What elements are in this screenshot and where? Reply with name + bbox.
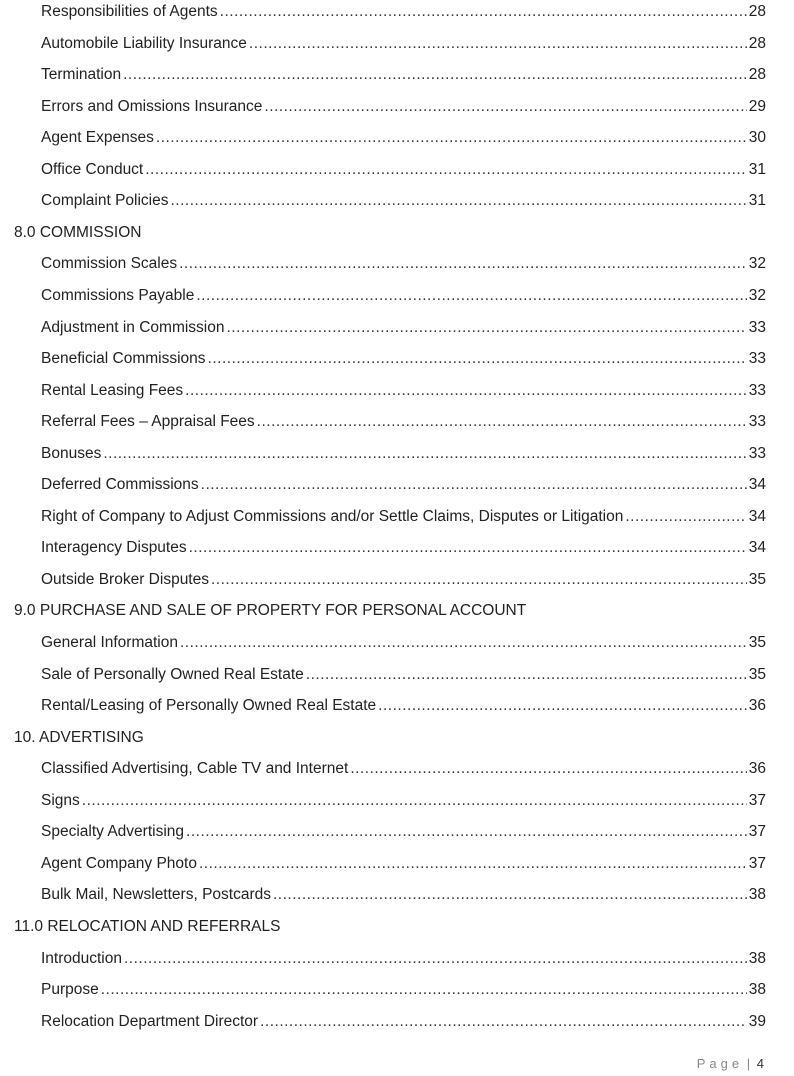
toc-dot-leader	[257, 412, 747, 432]
toc-entry-label: Office Conduct	[41, 160, 144, 178]
toc-entry-label: Commission Scales	[41, 255, 178, 273]
toc-entry-label: Sale of Personally Owned Real Estate	[41, 665, 304, 683]
toc-entry-page-number: 38	[748, 886, 766, 904]
toc-entry[interactable]	[41, 534, 766, 558]
toc-entry-label: Rental Leasing Fees	[41, 381, 184, 399]
toc-entry-page-number: 30	[748, 129, 766, 147]
toc-entry-label: Termination	[41, 66, 122, 84]
toc-entry-label: Classified Advertising, Cable TV and Internet	[41, 760, 349, 778]
toc-entry-page-number: 28	[748, 3, 766, 20]
toc-entry-page-number: 33	[748, 350, 766, 368]
toc-entry[interactable]	[41, 124, 766, 148]
toc-section-heading[interactable]	[14, 219, 774, 243]
toc-entry-label: Bonuses	[41, 444, 102, 462]
toc-entry-page-number: 37	[748, 854, 766, 872]
toc-dot-leader	[196, 286, 746, 306]
toc-entry[interactable]	[41, 661, 766, 685]
toc-dot-leader	[186, 822, 747, 842]
toc-dot-leader	[249, 34, 747, 54]
toc-entry-label: Agent Company Photo	[41, 854, 197, 872]
toc-entry[interactable]	[41, 93, 766, 117]
toc-section-heading[interactable]	[14, 724, 774, 748]
toc-entry-label: Commissions Payable	[41, 286, 195, 304]
toc-entry-page-number: 32	[748, 286, 766, 304]
toc-entry-label: Outside Broker Disputes	[41, 570, 209, 588]
toc-entry-page-number: 33	[748, 413, 766, 431]
toc-entry-label: Automobile Liability Insurance	[41, 34, 247, 52]
toc-entry-page-number: 34	[748, 539, 766, 557]
toc-entry[interactable]	[41, 1008, 766, 1032]
toc-dot-leader	[199, 854, 747, 874]
toc-entry[interactable]	[41, 787, 766, 811]
toc-dot-leader	[185, 381, 747, 401]
toc-entry[interactable]	[41, 314, 766, 338]
toc-entry-label: Responsibilities of Agents	[41, 3, 218, 20]
toc-entry[interactable]	[41, 881, 766, 905]
toc-entry-label: Specialty Advertising	[41, 823, 185, 841]
toc-entry-page-number: 28	[748, 66, 766, 84]
toc-entry-label: Signs	[41, 791, 80, 809]
toc-dot-leader	[211, 570, 747, 590]
toc-dot-leader	[226, 318, 746, 338]
toc-entry-page-number: 38	[748, 981, 766, 999]
toc-entry-page-number: 39	[748, 1012, 766, 1030]
toc-entry-label: Rental/Leasing of Personally Owned Real Estate	[41, 697, 377, 715]
toc-entry-page-number: 35	[748, 570, 766, 588]
toc-section-label: 10. ADVERTISING	[14, 728, 144, 746]
toc-entry[interactable]	[41, 187, 766, 211]
toc-entry-page-number: 37	[748, 791, 766, 809]
toc-entry-label: Introduction	[41, 949, 122, 967]
toc-entry[interactable]	[41, 471, 766, 495]
toc-entry-label: Purpose	[41, 981, 99, 999]
toc-entry-page-number: 31	[748, 192, 766, 210]
toc-entry-page-number: 36	[748, 697, 766, 715]
toc-entry-page-number: 34	[748, 476, 766, 494]
toc-dot-leader	[101, 980, 747, 1000]
toc-entry-label: Complaint Policies	[41, 192, 169, 210]
toc-entry[interactable]	[41, 440, 766, 464]
toc-entry[interactable]	[41, 0, 766, 22]
toc-entry-label: Relocation Department Director	[41, 1012, 259, 1030]
toc-dot-leader	[208, 349, 747, 369]
toc-dot-leader	[378, 696, 747, 716]
toc-entry[interactable]	[41, 818, 766, 842]
toc-dot-leader	[220, 2, 747, 22]
toc-dot-leader	[625, 507, 746, 527]
footer-separator: |	[746, 1056, 751, 1071]
toc-entry-page-number: 31	[748, 160, 766, 178]
toc-dot-leader	[145, 160, 747, 180]
toc-entry-label: Right of Company to Adjust Commissions and/or Settle Claims, Disputes or Litigation	[41, 507, 624, 525]
toc-entry-label: Errors and Omissions Insurance	[41, 97, 263, 115]
toc-dot-leader	[273, 885, 747, 905]
toc-section-heading[interactable]	[14, 597, 774, 621]
toc-entry-page-number: 35	[748, 665, 766, 683]
toc-entry[interactable]	[41, 503, 766, 527]
toc-entry-page-number: 37	[748, 823, 766, 841]
toc-entry-label: Beneficial Commissions	[41, 350, 206, 368]
toc-entry-label: Referral Fees – Appraisal Fees	[41, 413, 255, 431]
toc-entry[interactable]	[41, 850, 766, 874]
toc-dot-leader	[103, 444, 746, 464]
toc-entry-label: Bulk Mail, Newsletters, Postcards	[41, 886, 271, 904]
toc-dot-leader	[180, 633, 747, 653]
toc-dot-leader	[179, 254, 747, 274]
toc-dot-leader	[82, 791, 747, 811]
toc-section-label: 11.0 RELOCATION AND REFERRALS	[14, 917, 281, 935]
toc-entry-page-number: 34	[748, 507, 766, 525]
toc-entry-page-number: 29	[748, 97, 766, 115]
toc-entry[interactable]	[41, 30, 766, 54]
toc-entry-page-number: 28	[748, 34, 766, 52]
toc-entry[interactable]	[41, 377, 766, 401]
toc-entry-page-number: 33	[748, 381, 766, 399]
toc-dot-leader	[260, 1012, 747, 1032]
toc-dot-leader	[264, 97, 746, 117]
toc-entry-page-number: 33	[748, 318, 766, 336]
toc-entry-page-number: 38	[748, 949, 766, 967]
toc-entry[interactable]	[41, 692, 766, 716]
toc-entry[interactable]	[41, 629, 766, 653]
toc-entry[interactable]	[41, 156, 766, 180]
toc-entry[interactable]	[41, 345, 766, 369]
toc-dot-leader	[124, 949, 747, 969]
toc-entry-page-number: 35	[748, 634, 766, 651]
toc-entry[interactable]	[41, 282, 766, 306]
toc-dot-leader	[306, 665, 747, 685]
toc-dot-leader	[123, 65, 747, 85]
toc-entry[interactable]	[41, 976, 766, 1000]
toc-section-label: 8.0 COMMISSION	[14, 223, 142, 241]
toc-dot-leader	[350, 759, 746, 779]
toc-entry-page-number: 32	[748, 255, 766, 273]
footer-page-word: Page	[696, 1056, 744, 1071]
toc-entry-label: Agent Expenses	[41, 129, 154, 147]
toc-section-label: 9.0 PURCHASE AND SALE OF PROPERTY FOR PERSONAL ACCOUNT	[14, 602, 527, 620]
toc-entry-page-number: 36	[748, 760, 766, 778]
toc-dot-leader	[189, 538, 747, 558]
toc-entry[interactable]	[41, 755, 766, 779]
toc-entry[interactable]	[41, 945, 766, 969]
toc-entry[interactable]	[41, 408, 766, 432]
page-footer	[697, 1056, 764, 1071]
toc-dot-leader	[171, 191, 747, 211]
toc-entry-label: Interagency Disputes	[41, 539, 187, 557]
toc-section-heading[interactable]	[14, 913, 774, 937]
footer-page-number: 4	[756, 1056, 764, 1071]
toc-entry[interactable]	[41, 61, 766, 85]
toc-entry-label: General Information	[41, 634, 178, 651]
toc-entry-label: Deferred Commissions	[41, 476, 199, 494]
toc-entry[interactable]	[41, 566, 766, 590]
toc-dot-leader	[201, 475, 747, 495]
toc-dot-leader	[156, 128, 747, 148]
toc-entry-page-number: 33	[748, 444, 766, 462]
toc-entry-label: Adjustment in Commission	[41, 318, 225, 336]
toc-entry[interactable]	[41, 250, 766, 274]
